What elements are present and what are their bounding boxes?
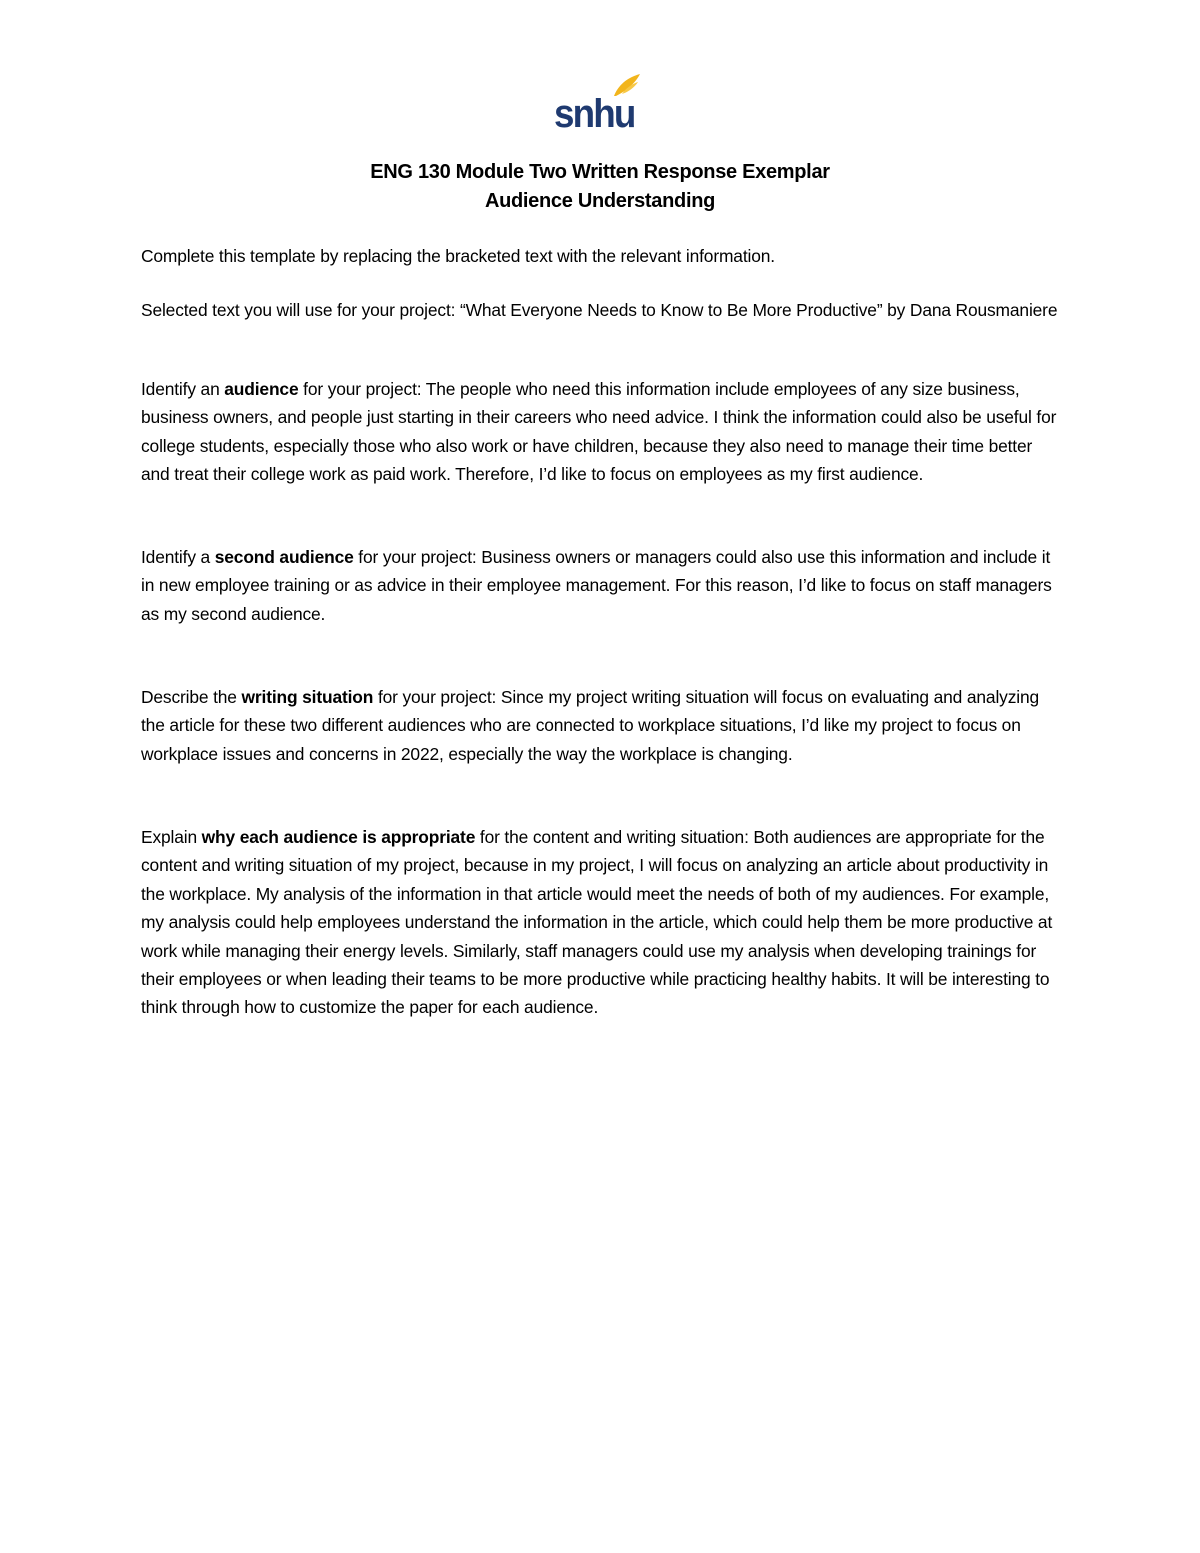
explanation-paragraph: [141, 823, 1061, 1022]
writing-situation-paragraph: [141, 683, 1061, 768]
audience-one-paragraph: [141, 375, 1061, 489]
instructions-paragraph: [141, 242, 1061, 270]
writing-situation-suffix: for your project:: [373, 687, 497, 707]
logo-wordmark: snhu: [554, 92, 635, 136]
selected-text-label: Selected text you will use for your project:: [141, 300, 456, 320]
writing-situation-keyword: writing situation: [241, 687, 374, 707]
title-line-1: ENG 130 Module Two Written Response Exemplar: [370, 161, 830, 183]
audience-one-prefix: Identify an: [141, 379, 225, 399]
title-line-2: Audience Understanding: [484, 190, 716, 212]
writing-situation-content: Since my project writing situation will focus on evaluating and analyzing the article for these two different audiences who are connected to workplace situations, I’d like my project to focus on workplace issues and concerns in 2022, especially the way the workplace is changing.: [141, 687, 1040, 764]
audience-two-suffix: for your project:: [353, 547, 477, 567]
selected-text-paragraph: [141, 296, 1061, 324]
explanation-keyword: why each audience is appropriate: [201, 827, 476, 847]
explanation-suffix: for the content and writing situation:: [475, 827, 749, 847]
snhu-logo: [554, 72, 644, 134]
audience-two-content: Business owners or managers could also use this information and include it in new employee training or as advice in their employee management. For this reason, I’d like to focus on staff managers as my second audience.: [141, 547, 1052, 624]
explanation-prefix: Explain: [141, 827, 202, 847]
audience-two-paragraph: [141, 543, 1061, 628]
audience-one-suffix: for your project:: [298, 379, 422, 399]
audience-one-keyword: audience: [224, 379, 299, 399]
audience-two-prefix: Identify a: [141, 547, 215, 567]
instructions-text: Complete this template by replacing the bracketed text with the relevant information.: [141, 246, 775, 266]
audience-two-keyword: second audience: [214, 547, 354, 567]
document-title: [0, 158, 1200, 216]
writing-situation-prefix: Describe the: [141, 687, 242, 707]
explanation-content: Both audiences are appropriate for the content and writing situation of my project, because in my project, I will focus on analyzing an article about productivity in the workplace. My analysis of the information in that article would meet the needs of both of my audiences. For example, my analysis could help employees understand the information in the article, which could help them be more productive at work while managing their energy levels. Similarly, staff managers could use my analysis when developing trainings for their employees or when leading their teams to be more productive while practicing healthy habits. It will be interesting to think through how to customize the paper for each audience.: [141, 827, 1053, 1018]
audience-one-content: The people who need this information include employees of any size business, business owners, and people just starting in their careers who need advice. I think the information could also be useful for college students, especially those who also work or have children, because they also need to manage their time better and treat their college work as paid work. Therefore, I’d like to focus on employees as my first audience.: [141, 379, 1057, 485]
selected-text-content: “What Everyone Needs to Know to Be More Productive” by Dana Rousmaniere: [455, 300, 1058, 320]
